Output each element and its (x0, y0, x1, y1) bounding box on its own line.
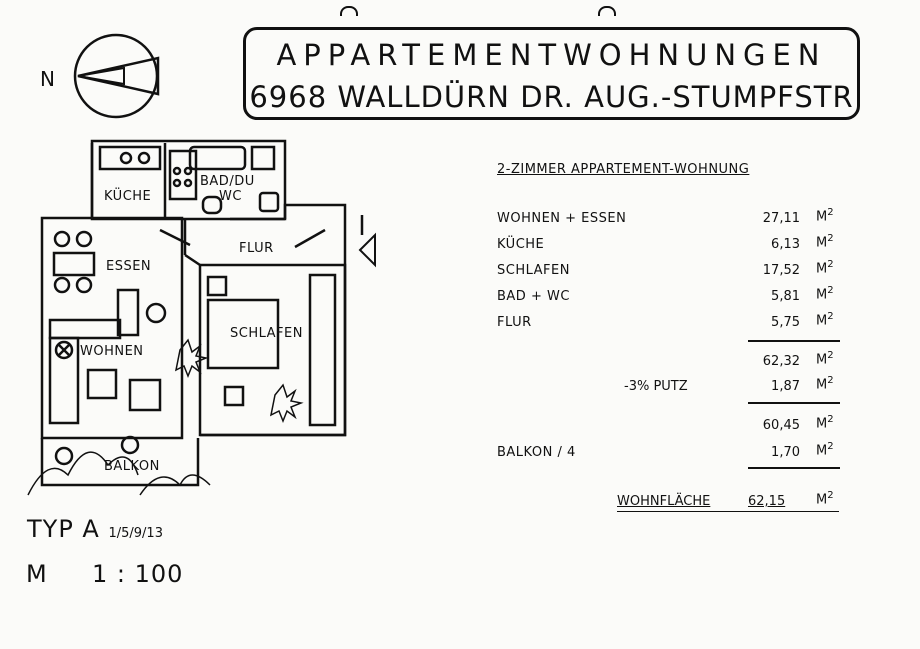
punch-hole-left (340, 6, 358, 16)
north-label: N (40, 67, 55, 91)
room-name: BAD + WC (497, 289, 570, 304)
total-label: WOHNFLÄCHE (617, 494, 711, 509)
divider (748, 467, 840, 469)
putz-label: -3% PUTZ (624, 379, 688, 394)
punch-hole-right (598, 6, 616, 16)
unit-label: $M^2$ (816, 414, 834, 432)
room-area: 27,11 (762, 211, 800, 226)
label-balkon: BALKON (104, 459, 160, 474)
label-bad: BAD/DU (200, 174, 255, 189)
total-value: 62,15 (748, 494, 786, 509)
label-kueche: KÜCHE (104, 189, 152, 204)
room-area: 6,13 (771, 237, 800, 252)
unit-label: $M^2$ (816, 207, 834, 225)
balkon-label: BALKON / 4 (497, 445, 576, 460)
label-flur: FLUR (239, 241, 274, 256)
compass-icon (66, 30, 166, 120)
label-wohnen: WOHNEN (80, 344, 144, 359)
label-essen: ESSEN (106, 259, 152, 274)
total-underline (617, 511, 839, 512)
type-label: TYP A 1/5/9/13 (27, 515, 163, 543)
divider (748, 340, 840, 342)
room-name: KÜCHE (497, 237, 545, 252)
title-box (243, 27, 860, 120)
net-value: 60,45 (762, 418, 800, 433)
scale-ratio: 1 : 100 (92, 560, 184, 588)
room-name: WOHNEN + ESSEN (497, 211, 627, 226)
unit-label: $M^2$ (816, 490, 834, 508)
unit-label: $M^2$ (816, 285, 834, 303)
balkon-value: 1,70 (771, 445, 800, 460)
title-line-1: APPARTEMENTWOHNUNGEN (276, 38, 827, 72)
putz-value: 1,87 (771, 379, 800, 394)
unit-label: $M^2$ (816, 375, 834, 393)
room-area: 5,75 (771, 315, 800, 330)
unit-label: $M^2$ (816, 350, 834, 368)
unit-label: $M^2$ (816, 259, 834, 277)
floor-plan (20, 135, 380, 510)
unit-label: $M^2$ (816, 441, 834, 459)
room-area: 17,52 (762, 263, 800, 278)
label-wc: WC (219, 189, 242, 204)
label-schlafen: SCHLAFEN (230, 326, 303, 341)
unit-label: $M^2$ (816, 311, 834, 329)
subtotal-value: 62,32 (762, 354, 800, 369)
divider (748, 402, 840, 404)
schedule-heading: 2-ZIMMER APPARTEMENT-WOHNUNG (497, 162, 750, 177)
unit-label: $M^2$ (816, 233, 834, 251)
room-name: SCHLAFEN (497, 263, 570, 278)
scale-prefix: M (26, 560, 47, 588)
room-area: 5,81 (771, 289, 800, 304)
title-line-2: 6968 WALLDÜRN DR. AUG.-STUMPFSTR (249, 80, 854, 114)
room-name: FLUR (497, 315, 532, 330)
